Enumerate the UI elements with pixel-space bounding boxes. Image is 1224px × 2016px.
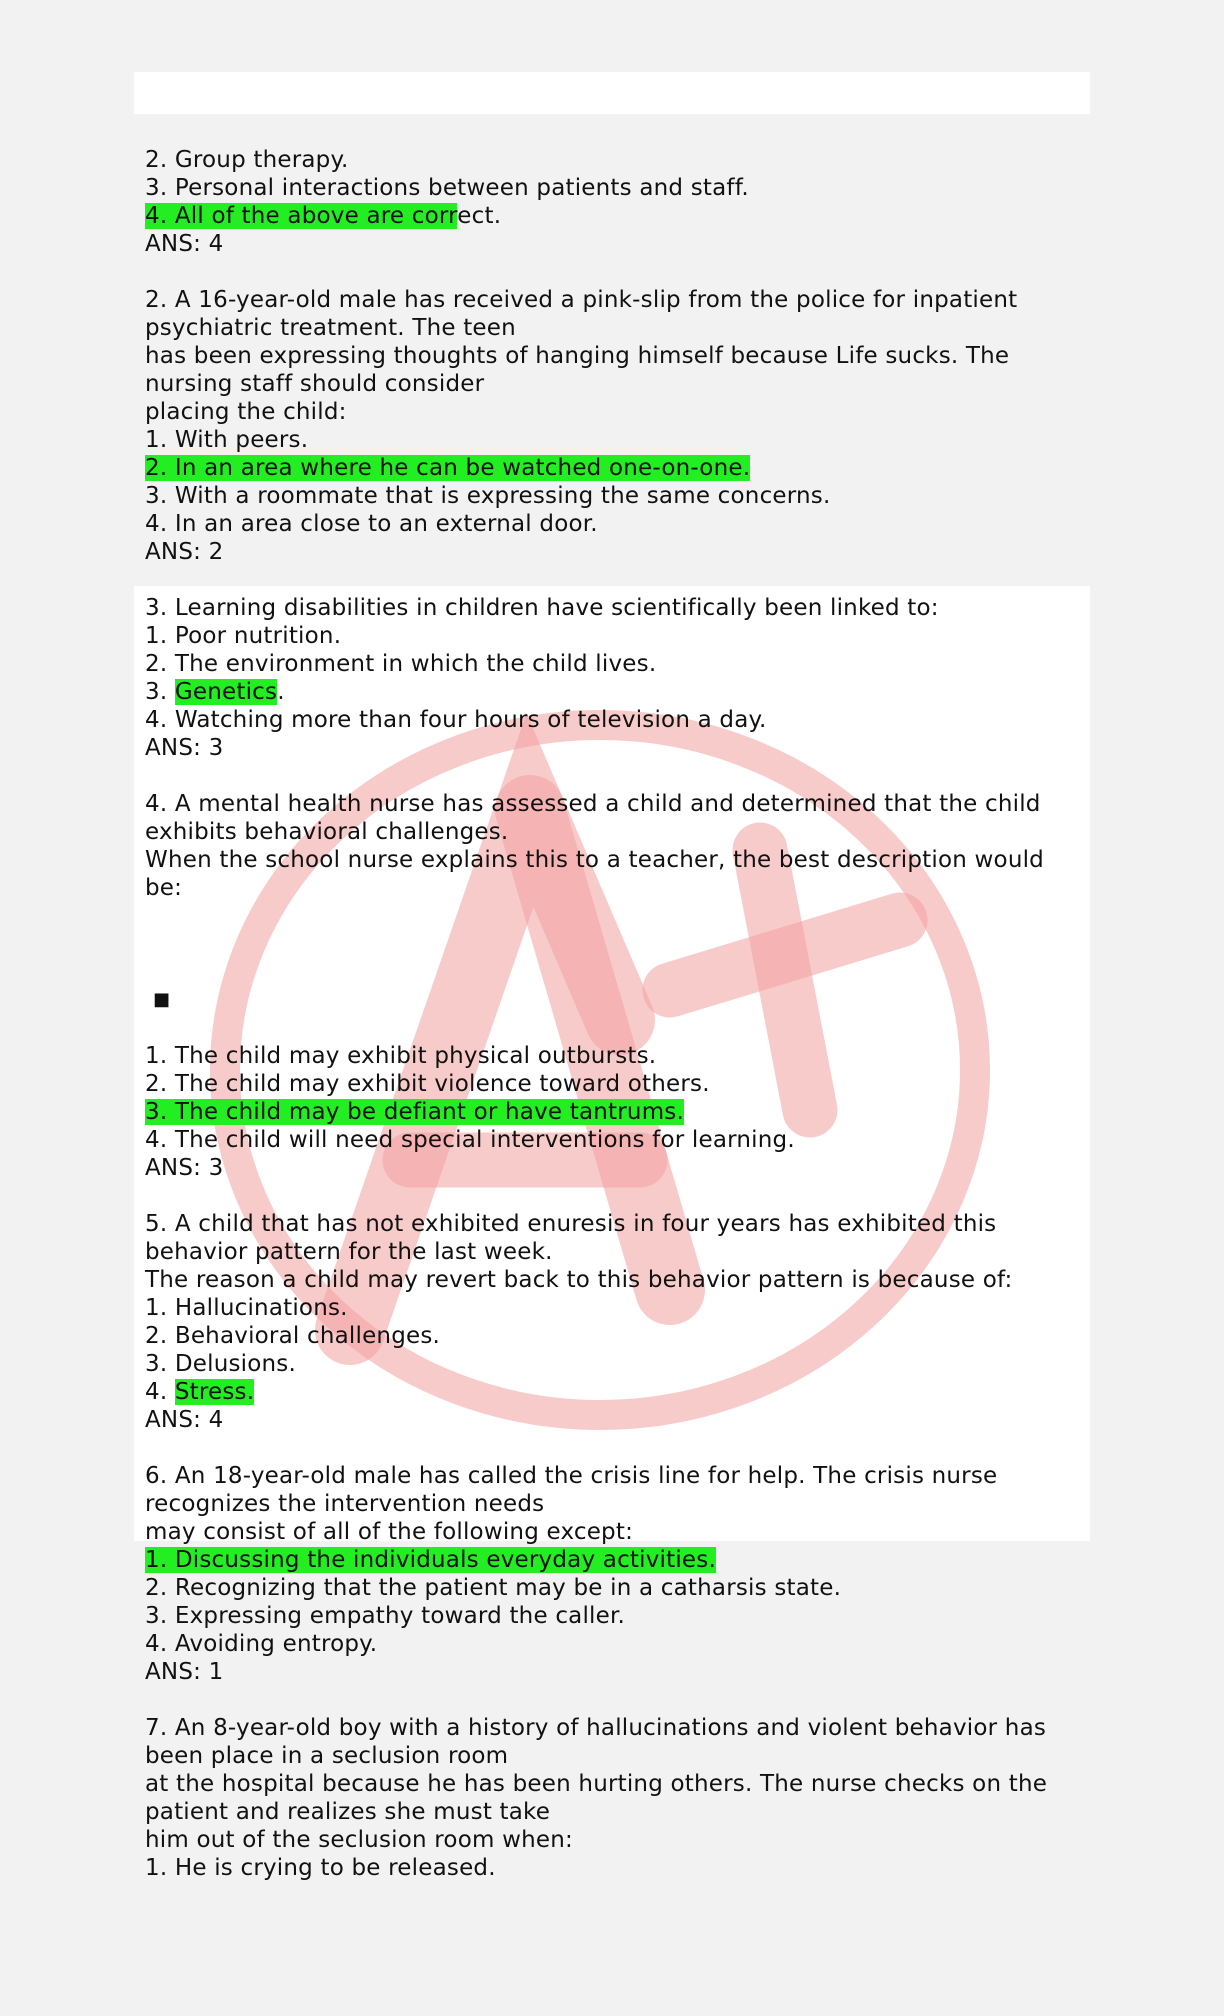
text-line: 7. An 8-year-old boy with a history of hallucinations and violent behavior has — [145, 1715, 1047, 1741]
text-line: When the school nurse explains this to a teacher, the best description would — [145, 847, 1044, 873]
answer-line — [145, 202, 1085, 230]
text-line: nursing staff should consider — [145, 371, 485, 397]
answer-line — [145, 678, 1085, 706]
text-line: 2. The child may exhibit violence toward others. — [145, 1071, 710, 1097]
header-bar — [134, 72, 1090, 114]
text-line: psychiatric treatment. The teen — [145, 315, 516, 341]
text-line: ANS: 3 — [145, 735, 224, 761]
answer-rest: . — [277, 679, 285, 705]
spacer — [145, 1434, 1085, 1462]
text-line: behavior pattern for the last week. — [145, 1239, 553, 1265]
text-line: 3. Expressing empathy toward the caller. — [145, 1603, 626, 1629]
text-line: 3. Learning disabilities in children have scientifically been linked to: — [145, 595, 939, 621]
highlighted-answer: 2. In an area where he can be watched one-on-one. — [145, 455, 751, 481]
text-line: ANS: 1 — [145, 1659, 224, 1685]
spacer — [145, 762, 1085, 790]
text-line: 4. In an area close to an external door. — [145, 511, 598, 537]
text-line: 3. Personal interactions between patients and staff. — [145, 175, 749, 201]
bullet-marker: ■ — [153, 989, 171, 1010]
text-line: ANS: 2 — [145, 539, 224, 565]
text-line: 3. Delusions. — [145, 1351, 296, 1377]
spacer — [145, 1014, 1085, 1042]
text-line: The reason a child may revert back to this behavior pattern is because of: — [145, 1267, 1013, 1293]
answer-line — [145, 1098, 1085, 1126]
highlighted-answer: 4. All of the above are corr — [145, 203, 458, 229]
text-line: recognizes the intervention needs — [145, 1491, 545, 1517]
answer-line — [145, 1378, 1085, 1406]
text-line: 2. A 16-year-old male has received a pink-slip from the police for inpatient — [145, 287, 1018, 313]
text-line: patient and realizes she must take — [145, 1799, 551, 1825]
spacer — [145, 902, 1085, 986]
text-line: 2. The environment in which the child lives. — [145, 651, 657, 677]
text-line: 4. The child will need special interventions for learning. — [145, 1127, 795, 1153]
text-line: 1. The child may exhibit physical outbursts. — [145, 1043, 657, 1069]
highlighted-answer: Stress. — [174, 1379, 255, 1405]
text-line: been place in a seclusion room — [145, 1743, 509, 1769]
text-line: 2. Recognizing that the patient may be in a catharsis state. — [145, 1575, 842, 1601]
text-line: 4. Watching more than four hours of television a day. — [145, 707, 767, 733]
answer-line — [145, 454, 1085, 482]
text-line: 4. Avoiding entropy. — [145, 1631, 378, 1657]
text-line: 1. He is crying to be released. — [145, 1855, 496, 1881]
option-number: 3. — [145, 679, 175, 705]
text-line: him out of the seclusion room when: — [145, 1827, 573, 1853]
answer-rest: ect. — [457, 203, 502, 229]
text-line: 3. With a roommate that is expressing the same concerns. — [145, 483, 831, 509]
highlighted-answer: Genetics — [174, 679, 278, 705]
text-line: placing the child: — [145, 399, 347, 425]
text-line: ANS: 3 — [145, 1155, 224, 1181]
text-line: 5. A child that has not exhibited enuresis in four years has exhibited this — [145, 1211, 997, 1237]
spacer — [145, 1686, 1085, 1714]
text-line: 2. Group therapy. — [145, 147, 349, 173]
text-line: 6. An 18-year-old male has called the crisis line for help. The crisis nurse — [145, 1463, 998, 1489]
spacer — [145, 258, 1085, 286]
highlighted-answer: 3. The child may be defiant or have tantrums. — [145, 1099, 684, 1125]
text-line: 1. With peers. — [145, 427, 309, 453]
text-line: 1. Hallucinations. — [145, 1295, 348, 1321]
option-number: 4. — [145, 1379, 175, 1405]
answer-line — [145, 1546, 1085, 1574]
text-line: has been expressing thoughts of hanging himself because Life sucks. The — [145, 343, 1010, 369]
text-line: be: — [145, 875, 183, 901]
spacer — [145, 1182, 1085, 1210]
question-list — [145, 146, 1085, 1882]
highlighted-answer: 1. Discussing the individuals everyday activities. — [145, 1547, 716, 1573]
text-line: may consist of all of the following except: — [145, 1519, 634, 1545]
text-line: ANS: 4 — [145, 1407, 224, 1433]
text-line: ANS: 4 — [145, 231, 224, 257]
text-line: exhibits behavioral challenges. — [145, 819, 509, 845]
text-line: 1. Poor nutrition. — [145, 623, 342, 649]
spacer — [145, 566, 1085, 594]
text-line: 4. A mental health nurse has assessed a child and determined that the child — [145, 791, 1041, 817]
text-line: 2. Behavioral challenges. — [145, 1323, 441, 1349]
text-line: at the hospital because he has been hurting others. The nurse checks on the — [145, 1771, 1048, 1797]
